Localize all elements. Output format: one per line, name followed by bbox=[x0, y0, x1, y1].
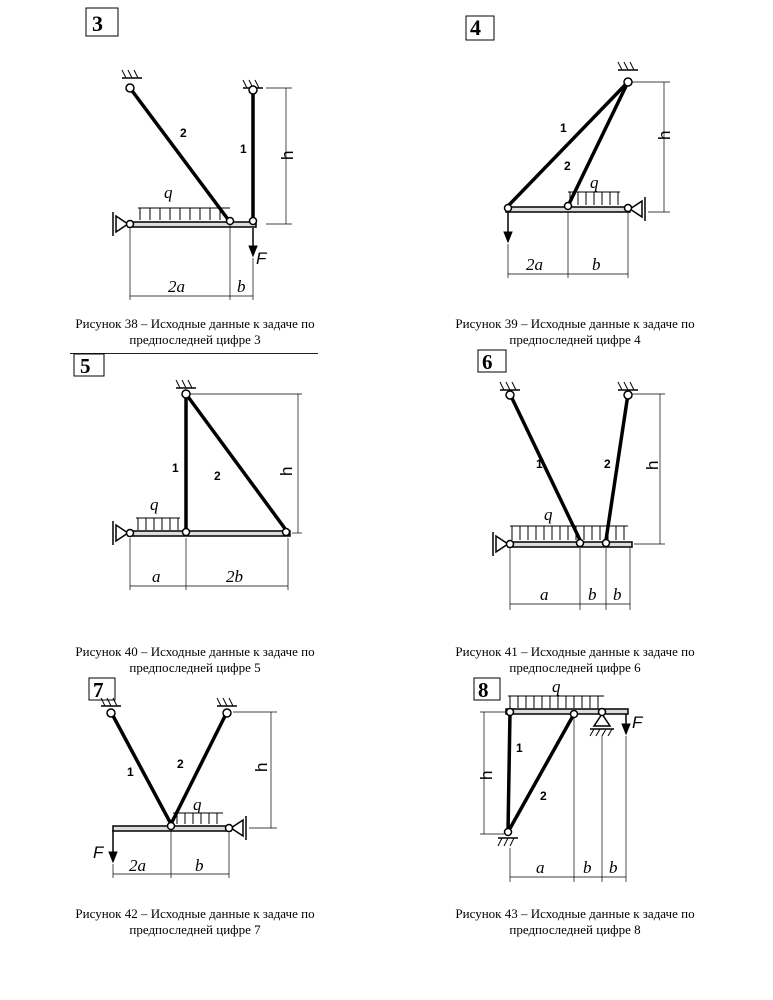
dim-label-2: b bbox=[588, 585, 597, 604]
rod-2-label: 2 bbox=[604, 457, 611, 471]
rod-2 bbox=[508, 714, 574, 832]
figure-5 bbox=[70, 350, 310, 630]
rod-1-label: 1 bbox=[536, 457, 543, 471]
load-label: q bbox=[552, 677, 561, 696]
caption-40: Рисунок 40 – Исходные данные к задаче по предпоследней цифре 5 bbox=[75, 644, 315, 675]
beam bbox=[128, 531, 290, 536]
distributed-load bbox=[570, 192, 618, 205]
figure-8-diagram bbox=[470, 672, 670, 887]
load-label: q bbox=[544, 505, 553, 524]
dim-label-1: a bbox=[540, 585, 549, 604]
beam bbox=[506, 709, 628, 714]
dim-label-3: b bbox=[613, 585, 622, 604]
figure-number: 3 bbox=[92, 11, 103, 36]
dim-label-2: 2b bbox=[226, 567, 243, 586]
dim-label-1: a bbox=[536, 858, 545, 877]
beam bbox=[128, 222, 256, 227]
load-label: q bbox=[164, 183, 173, 202]
height-label: h bbox=[477, 770, 496, 780]
figure-6 bbox=[460, 340, 690, 630]
figure-number: 7 bbox=[93, 678, 104, 702]
force-label: F bbox=[93, 843, 104, 862]
dim-label-2: b bbox=[195, 856, 204, 875]
rod-2-label: 2 bbox=[540, 789, 547, 803]
figure-6-diagram bbox=[460, 340, 690, 630]
load-label: q bbox=[193, 795, 202, 814]
rod-1-label: 1 bbox=[127, 765, 134, 779]
figure-7 bbox=[85, 672, 300, 882]
rod-1 bbox=[508, 712, 510, 832]
dim-label-1: a bbox=[152, 567, 161, 586]
beam bbox=[508, 542, 632, 547]
dim-label-2: b bbox=[583, 858, 592, 877]
figure-7-diagram bbox=[85, 672, 300, 882]
rod-1 bbox=[508, 82, 628, 206]
height-label: h bbox=[278, 150, 297, 160]
rod-1-label: 1 bbox=[516, 741, 523, 755]
height-label: h bbox=[277, 466, 296, 476]
figure-5-diagram bbox=[70, 350, 310, 630]
figure-number: 8 bbox=[478, 678, 489, 702]
rod-1 bbox=[111, 712, 171, 824]
rod-2 bbox=[186, 394, 286, 530]
height-label: h bbox=[655, 130, 674, 140]
distributed-load bbox=[510, 696, 598, 708]
distributed-load bbox=[140, 208, 220, 220]
load-label: q bbox=[150, 495, 159, 514]
rod-2-label: 2 bbox=[180, 126, 187, 140]
rod-1-label: 1 bbox=[240, 142, 247, 156]
caption-42: Рисунок 42 – Исходные данные к задаче по предпоследней цифре 7 bbox=[75, 906, 315, 937]
caption-39: Рисунок 39 – Исходные данные к задаче по предпоследней цифре 4 bbox=[455, 316, 695, 347]
height-label: h bbox=[643, 460, 662, 470]
distributed-load bbox=[138, 518, 178, 530]
height-label: h bbox=[252, 762, 271, 772]
dim-label-1: 2a bbox=[168, 277, 185, 296]
force-label: F bbox=[632, 713, 643, 732]
caption-43: Рисунок 43 – Исходные данные к задаче по предпоследней цифре 8 bbox=[455, 906, 695, 937]
dim-label-1: 2a bbox=[526, 255, 543, 274]
figure-3-diagram bbox=[80, 0, 310, 305]
rod-2-label: 2 bbox=[177, 757, 184, 771]
caption-41: Рисунок 41 – Исходные данные к задаче по предпоследней цифре 6 bbox=[455, 644, 695, 675]
force-label: F bbox=[256, 249, 267, 268]
figure-3 bbox=[80, 0, 310, 305]
rod-2-label: 2 bbox=[564, 159, 571, 173]
dim-label-3: b bbox=[609, 858, 618, 877]
rod-1-label: 1 bbox=[560, 121, 567, 135]
distributed-load bbox=[177, 813, 217, 824]
dim-label-2: b bbox=[237, 277, 246, 296]
dim-label-2: b bbox=[592, 255, 601, 274]
rod-1-label: 1 bbox=[172, 461, 179, 475]
figure-8 bbox=[470, 672, 670, 887]
rod-2-label: 2 bbox=[214, 469, 221, 483]
figure-number: 5 bbox=[80, 354, 91, 378]
dim-label-1: 2a bbox=[129, 856, 146, 875]
caption-38: Рисунок 38 – Исходные данные к задаче по предпоследней цифре 3 bbox=[75, 316, 315, 347]
load-label: q bbox=[590, 173, 599, 192]
rod-2 bbox=[130, 88, 230, 222]
figure-number: 4 bbox=[470, 15, 481, 40]
figure-number: 6 bbox=[482, 350, 493, 374]
figure-4-diagram bbox=[460, 0, 690, 295]
figure-4 bbox=[460, 0, 690, 295]
